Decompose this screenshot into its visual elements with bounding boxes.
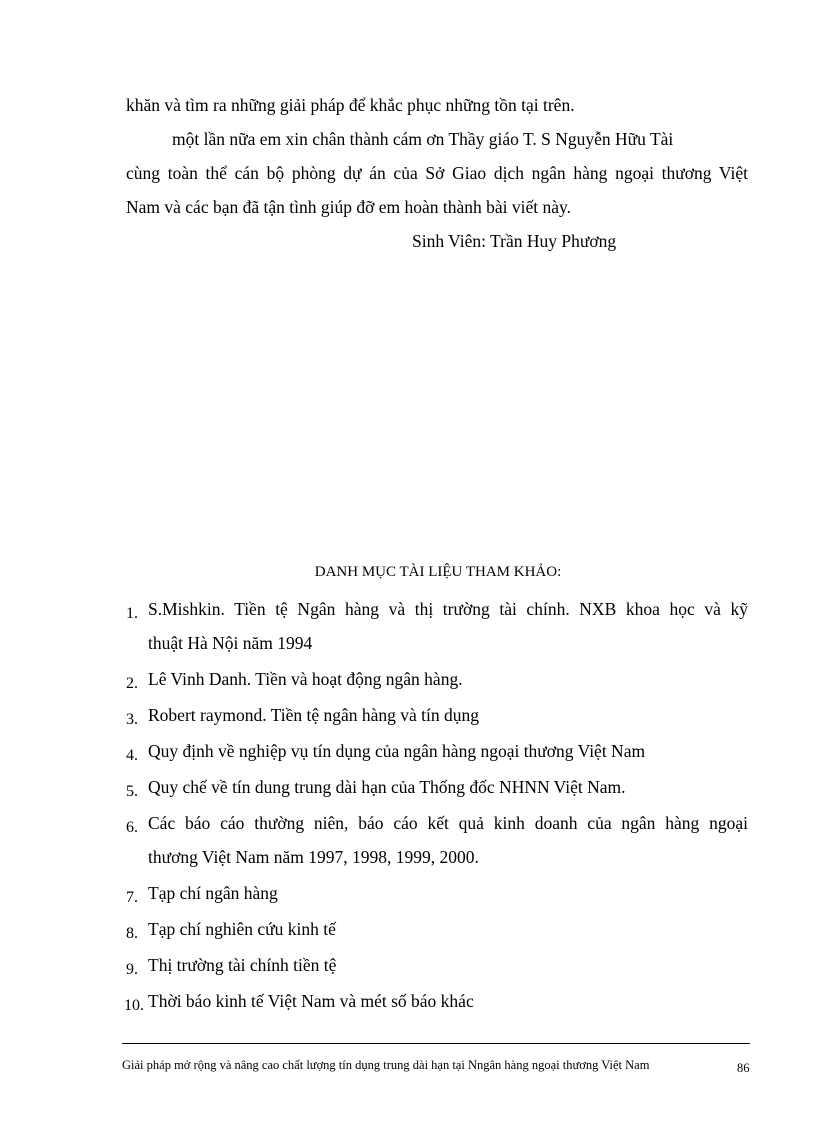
list-number: 6. — [126, 819, 138, 836]
list-item — [126, 984, 748, 1018]
list-item — [126, 592, 748, 660]
list-item — [126, 734, 748, 768]
list-item-text: thuật Hà Nội năm 1994 — [148, 633, 313, 653]
list-item-text: thương Việt Nam năm 1997, 1998, 1999, 2000. — [148, 847, 479, 867]
body-text — [126, 88, 748, 224]
paragraph-line: một lần nữa em xin chân thành cám ơn Thầy giáo T. S Nguyễn Hữu Tài — [172, 129, 674, 149]
references-list — [126, 592, 748, 1020]
list-item-text: S.Mishkin. Tiền tệ Ngân hàng và thị trường tài chính. NXB khoa học và kỹ — [148, 599, 748, 619]
list-item-text: Thời báo kinh tế Việt Nam và mét số báo khác — [148, 991, 474, 1011]
list-number: 8. — [126, 925, 138, 942]
paragraph-line: khăn và tìm ra những giải pháp để khắc phục những tồn tại trên. — [126, 95, 575, 115]
list-item-text: Robert raymond. Tiền tệ ngân hàng và tín dụng — [148, 705, 480, 725]
list-item-text: Thị trường tài chính tiền tệ — [148, 955, 337, 975]
list-item — [126, 912, 748, 946]
running-footer: Giải pháp mở rộng và nâng cao chất lượng tín dụng trung dài hạn tại Nngân hàng ngoại thương Việt Nam — [122, 1058, 650, 1072]
list-item — [126, 662, 748, 696]
list-item-text: Tạp chí nghiên cứu kinh tế — [148, 919, 336, 939]
list-item — [126, 876, 748, 910]
paragraph-line: cùng toàn thể cán bộ phòng dự án của Sở Giao dịch ngân hàng ngoại thương Việt — [126, 163, 748, 183]
list-item — [126, 770, 748, 804]
list-number: 3. — [126, 711, 138, 728]
list-number: 5. — [126, 783, 138, 800]
list-number: 10. — [124, 997, 144, 1014]
list-item — [126, 806, 748, 874]
page-number: 86 — [737, 1061, 750, 1075]
list-item-text: Quy chế về tín dung trung dài hạn của Thống đốc NHNN Việt Nam. — [148, 777, 626, 797]
paragraph-line: Nam và các bạn đã tận tình giúp đỡ em hoàn thành bài viết này. — [126, 197, 571, 217]
references-title: DANH MỤC TÀI LIỆU THAM KHẢO: — [314, 564, 562, 580]
list-item — [126, 948, 748, 982]
footer-divider — [122, 1043, 750, 1044]
list-number: 4. — [126, 747, 138, 764]
list-number: 7. — [126, 889, 138, 906]
list-item-text: Quy định về nghiệp vụ tín dụng của ngân hàng ngoại thương Việt Nam — [148, 741, 646, 761]
list-item-text: Lê Vinh Danh. Tiền và hoạt động ngân hàng. — [148, 669, 463, 689]
list-item-text: Tạp chí ngân hàng — [148, 883, 278, 903]
list-item-text: Các báo cáo thường niên, báo cáo kết quả kinh doanh của ngân hàng ngoại — [148, 813, 748, 833]
list-number: 1. — [126, 605, 138, 622]
list-number: 2. — [126, 675, 138, 692]
signature: Sinh Viên: Trần Huy Phương — [412, 231, 617, 251]
list-item — [126, 698, 748, 732]
list-number: 9. — [126, 961, 138, 978]
